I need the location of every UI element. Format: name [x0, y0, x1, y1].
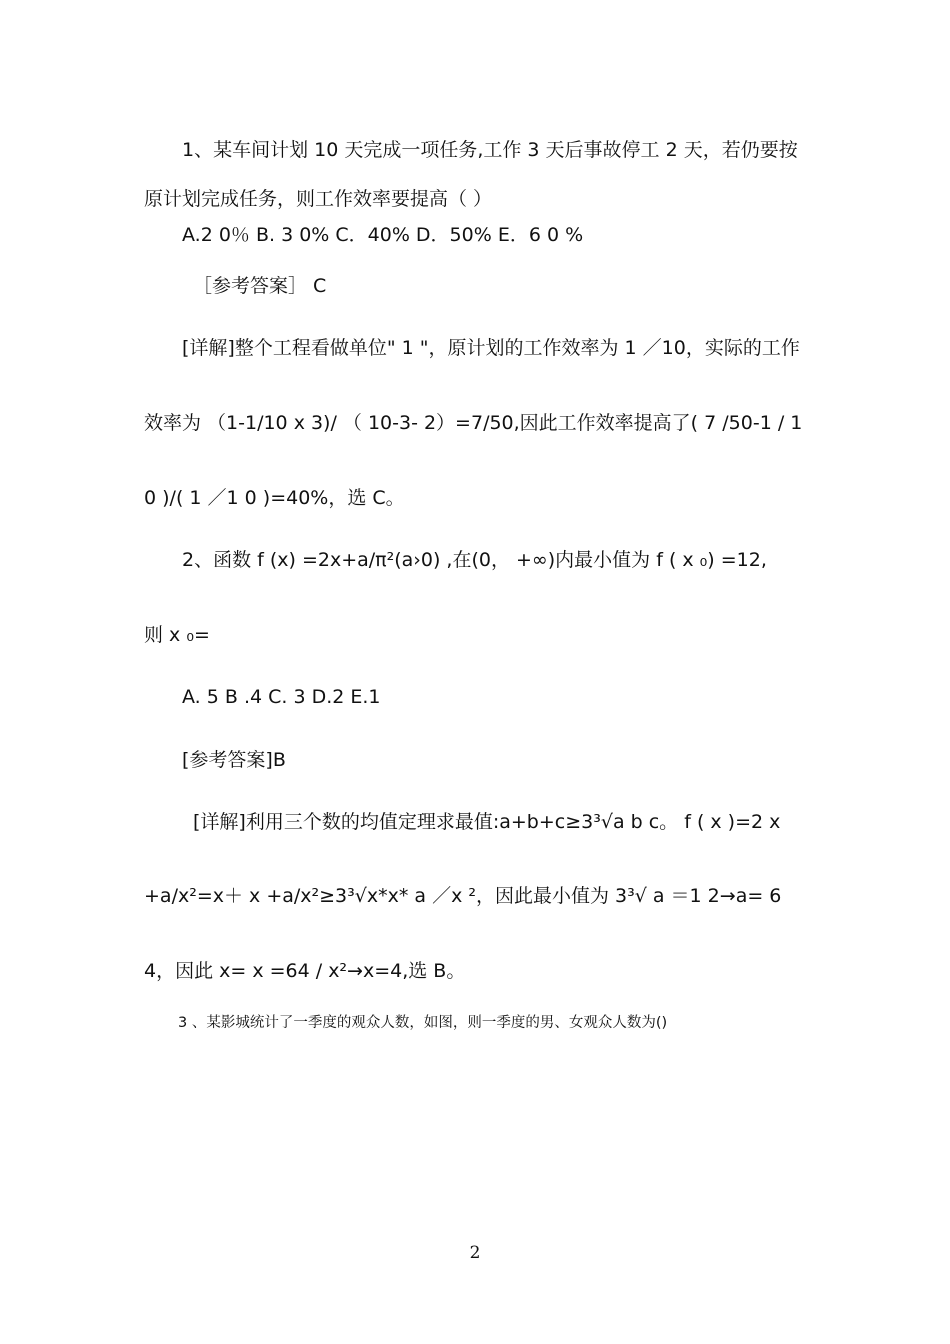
question-1-line-2: 原计划完成任务，则工作效率要提高（ ） [144, 188, 493, 210]
question-2-explanation-line-3: 4，因此 x= x =64 / x²→x=4,选 B。 [144, 960, 466, 982]
question-2-explanation-line-2: +a/x²=x＋ x +a/x²≥3³√x*x* a ／x ²，因此最小值为 3³√ a ＝1 2→a= 6 [144, 885, 782, 907]
question-1-options: A.2 0％ B. 3 0% C．40% D．50% E．6 0 % [182, 224, 584, 246]
question-2-explanation-line-1: [详解]利用三个数的均值定理求最值:a+b+c≥3³√a b c。 f ( x )=2 x [193, 811, 781, 833]
question-2-answer: [参考答案]B [182, 749, 286, 771]
question-1-answer: ［参考答案］ C [193, 275, 327, 297]
page-number: 2 [469, 1243, 481, 1263]
question-2-line-1: 2、函数 f (x) =2x+a/π²(a›0) ,在(0， +∞)内最小值为 f ( x ₀) =12, [182, 549, 767, 571]
question-1-explanation-line-1: [详解]整个工程看做单位" 1 "，原计划的工作效率为 1 ／10，实际的工作 [182, 337, 800, 359]
question-1-line-1: 1、某车间计划 10 天完成一项任务,工作 3 天后事故停工 2 天，若仍要按 [182, 139, 798, 161]
question-2-line-2: 则 x ₀= [144, 624, 210, 646]
question-3-line-1: 3 、某影城统计了一季度的观众人数，如图，则一季度的男、女观众人数为() [178, 1015, 668, 1031]
question-1-explanation-line-3: 0 )/( 1 ／1 0 )=40%，选 C。 [144, 487, 405, 509]
question-1-explanation-line-2: 效率为 （1-1/10 x 3)/ （ 10-3- 2）=7/50,因此工作效率提高了( 7 /50-1 / 1 [144, 412, 803, 434]
question-2-options: A. 5 B .4 C. 3 D.2 E.1 [182, 686, 381, 708]
